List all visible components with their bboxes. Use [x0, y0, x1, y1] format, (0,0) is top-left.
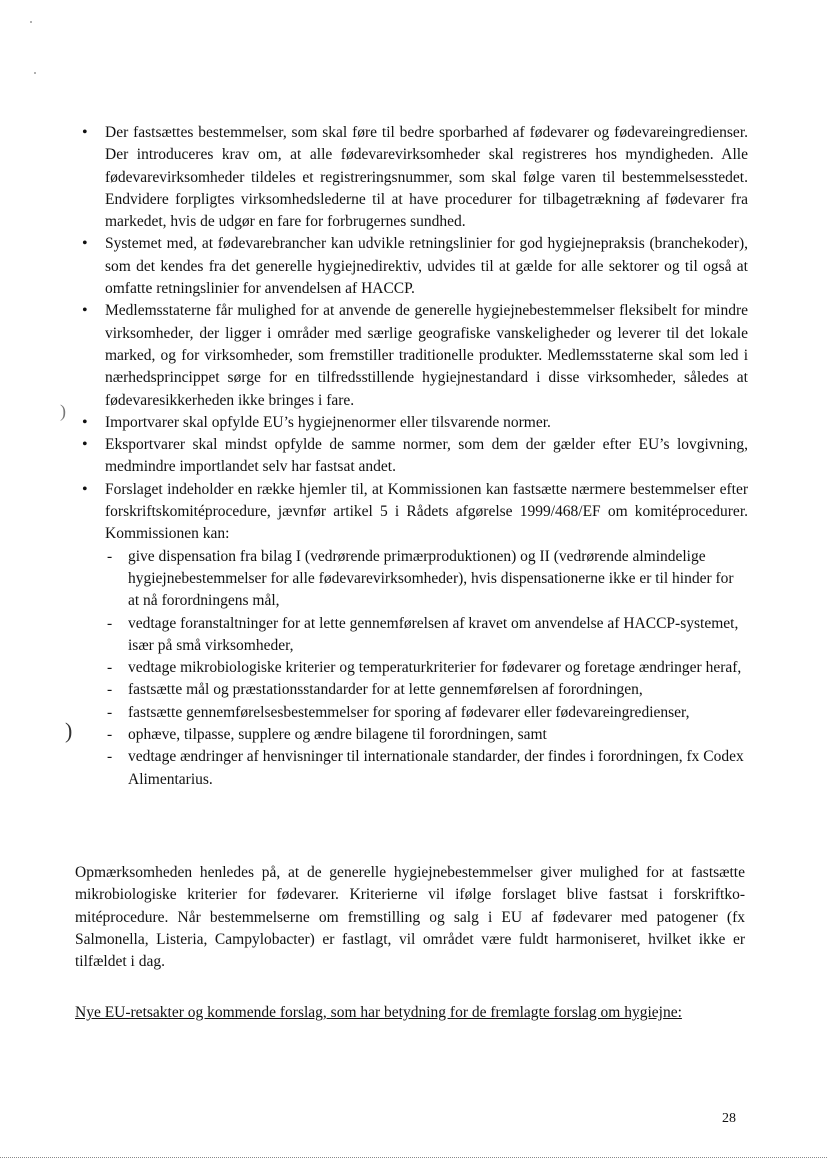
bullet-item: [80, 300, 748, 411]
bullet-list: [80, 122, 748, 791]
bullet-text: • Medlemsstaterne får mulighed for at anvende de generelle hygiejnebestemmelser fleksibelt for mindre virksomheder, der ligger i områder med særlige geografiske vanskeligheder og leverer til det lokale marked, og for virksomheder, som fremstiller traditionelle produkter. Medlemsstaterne skal som led i nærhedsprincippet sørge for en tilfredsstillende hygiejnestandard i disse virksomheder, således at fødevaresikkerheden ikke bringes i fare.: [105, 302, 748, 409]
dash-item: - vedtage ændringer af henvisninger til internationale standarder, der findes i forordningen, fx Codex Alimentarius.: [105, 746, 748, 791]
scan-margin-mark: ): [65, 718, 73, 743]
bullet-text: • Der fastsættes bestemmelser, som skal føre til bedre sporbarhed af fødevarer og fødevareingredienser. Der introduceres krav om, at alle fødevarevirksomheder skal registreres hos myndigheden. Alle fødevarevirksomheder tildeles et registreringsnummer, som skal følge varen til bestemmelsesstedet. Endvidere forpligtes virksomhedslederne til at have procedurer for tilbagetrækning af fødevarer fra markedet, hvis de udgør en fare for forbrugernes sundhed.: [105, 124, 748, 231]
bullet-item: [80, 479, 748, 791]
bullet-item: [80, 122, 748, 233]
dash-item: - give dispensation fra bilag I (vedrørende primærproduktionen) og II (vedrørende almindelige hygiejnebestemmelser for alle fødevarevirksomheder), hvis dispensationerne ikke er til hinder for at nå forordningens mål,: [105, 546, 748, 613]
bullet-text: • Systemet med, at fødevarebrancher kan udvikle retningslinier for god hygiejnepraksis (branchekoder), som det kendes fra det generelle hygiejnedirektiv, udvides til at gælde for alle sektorer og til også at omfatte retningslinier for anvendelsen af HACCP.: [105, 235, 748, 298]
scan-speck: [34, 72, 36, 74]
dash-list: [105, 546, 748, 791]
dash-item: - vedtage foranstaltninger for at lette gennemførelsen af kravet om anvendelse af HACCP-systemet, især på små virksomheder,: [105, 613, 748, 658]
bullet-text: • Eksportvarer skal mindst opfylde de samme normer, som dem der gælder efter EU’s lovgivning, medmindre importlandet selv har fastsat andet.: [105, 436, 748, 476]
bullet-item: [80, 434, 748, 479]
scan-speck: [30, 21, 32, 23]
dash-item: - fastsætte mål og præstationsstandarder for at lette gennemførelsen af forordningen,: [105, 679, 748, 701]
page-number: 28: [722, 1111, 736, 1126]
page-bottom-rule: [0, 1157, 827, 1159]
scan-margin-mark: ): [60, 401, 66, 421]
bullet-item: [80, 412, 748, 434]
bullet-text: • Importvarer skal opfylde EU’s hygiejnenormer eller tilsvarende normer.: [105, 413, 551, 431]
bullet-item: [80, 233, 748, 300]
dash-item: - vedtage mikrobiologiske kriterier og temperaturkriterier for fødevarer og foretage ændringer heraf,: [105, 657, 748, 679]
section-heading: Nye EU-retsakter og kommende forslag, som har betydning for de fremlagte forslag om hygiejne:: [75, 1004, 682, 1021]
bullet-text: • Forslaget indeholder en række hjemler til, at Kommissionen kan fastsætte nærmere bestemmelser efter forskriftskomitéprocedure, jævnfør artikel 5 i Rådets afgørelse 1999/468/EF om komitéprocedurer. Kommissionen kan:: [105, 480, 748, 543]
dash-item: - fastsætte gennemførelsesbestemmelser for sporing af fødevarer eller fødevareingredienser,: [105, 702, 748, 724]
body-paragraph: Opmærksomheden henledes på, at de generelle hygiejnebestemmelser giver mulighed for at fastsætte mikrobiologiske kriterier for fødevarer. Kriterierne vil ifølge forslaget blive fastsat i forskriftkomitéprocedure. Når bestemmelserne om fremstilling og salg i EU af fødevarer med patogener (fx Salmonella, Listeria, Campylobacter) er fastlagt, vil området være fuldt harmoniseret, hvilket ikke er tilfældet i dag.: [75, 864, 745, 971]
dash-item: - ophæve, tilpasse, supplere og ændre bilagene til forordningen, samt: [105, 724, 748, 746]
